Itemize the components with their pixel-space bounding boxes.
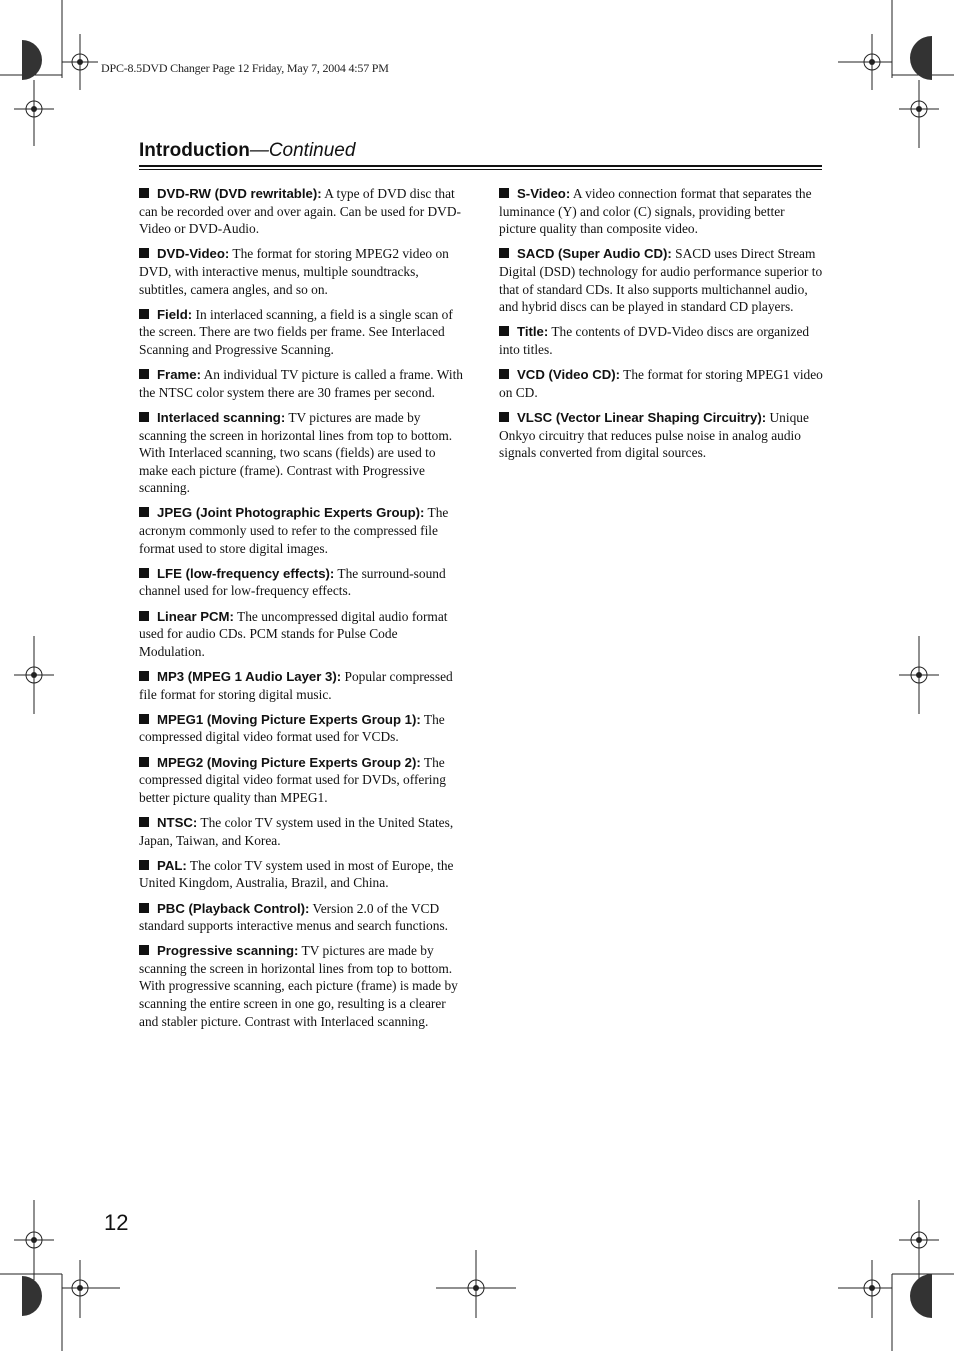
glossary-term: Field:: [157, 306, 193, 322]
glossary-term: Frame:: [157, 367, 201, 383]
square-bullet-icon: [139, 903, 149, 913]
square-bullet-icon: [139, 507, 149, 517]
glossary-term: Linear PCM:: [157, 608, 234, 624]
square-bullet-icon: [139, 817, 149, 827]
square-bullet-icon: [139, 757, 149, 767]
glossary-term: MPEG1 (Moving Picture Experts Group 1):: [157, 711, 421, 727]
page-title: [139, 140, 822, 162]
glossary-entry: [139, 857, 463, 892]
square-bullet-icon: [499, 326, 509, 336]
glossary-definition: The uncompressed digital audio format used for audio CDs. PCM stands for Pulse Code Modulation.: [139, 608, 448, 659]
square-bullet-icon: [139, 248, 149, 258]
square-bullet-icon: [499, 369, 509, 379]
print-slug: DPC-8.5DVD Changer Page 12 Friday, May 7, 2004 4:57 PM: [101, 61, 389, 75]
square-bullet-icon: [139, 568, 149, 578]
glossary-entry: [139, 942, 463, 1030]
glossary-entry: [139, 754, 463, 807]
glossary-definition: The color TV system used in most of Europe, the United Kingdom, Australia, Brazil, and China.: [139, 857, 454, 891]
glossary-term: PBC (Playback Control):: [157, 900, 310, 916]
square-bullet-icon: [139, 860, 149, 870]
glossary-term: PAL:: [157, 857, 187, 873]
glossary-term: LFE (low-frequency effects):: [157, 565, 335, 581]
glossary-definition: The color TV system used in the United States, Japan, Taiwan, and Korea.: [139, 814, 454, 848]
glossary-term: SACD (Super Audio CD):: [517, 246, 672, 262]
glossary-entry: [139, 900, 463, 935]
glossary-entry: [139, 565, 463, 600]
glossary-definition: Version 2.0 of the VCD standard supports interactive menus and search functions.: [139, 900, 449, 934]
glossary-definition: TV pictures are made by scanning the screen in horizontal lines from top to bottom. With Interlaced scanning, two scans (fields) are used to make each picture (frame). Contrast with Progressive scanning.: [139, 409, 453, 496]
glossary-definition: In interlaced scanning, a field is a single scan of the screen. There are two fields per frame. See Interlaced Scanning and Progressive Scanning.: [139, 306, 453, 357]
glossary-term: NTSC:: [157, 814, 198, 830]
square-bullet-icon: [139, 188, 149, 198]
glossary-entry: [139, 711, 463, 746]
glossary-definition: The format for storing MPEG2 video on DVD, with interactive menus, multiple soundtracks, subtitles, camera angles, and so on.: [139, 246, 449, 297]
header-rule-thin: [139, 169, 822, 170]
square-bullet-icon: [139, 945, 149, 955]
square-bullet-icon: [499, 412, 509, 422]
square-bullet-icon: [139, 671, 149, 681]
glossary-term: VLSC (Vector Linear Shaping Circuitry):: [517, 409, 767, 425]
glossary-left-column: [139, 185, 463, 1038]
glossary-entry: [139, 185, 463, 238]
square-bullet-icon: [499, 188, 509, 198]
glossary-entry: [139, 306, 463, 359]
glossary-term: Interlaced scanning:: [157, 409, 286, 425]
glossary-term: MPEG2 (Moving Picture Experts Group 2):: [157, 754, 421, 770]
glossary-definition: The compressed digital video format used for DVDs, offering better picture quality than MPEG1.: [139, 754, 446, 805]
glossary-term: S-Video:: [517, 186, 571, 201]
glossary-definition: TV pictures are made by scanning the screen in horizontal lines from top to bottom. With progressive scanning, each picture (frame) is made by scanning the entire screen in one go, resulting is a clearer and stabler picture. Contrast with Interlaced scanning.: [139, 943, 458, 1029]
square-bullet-icon: [139, 714, 149, 724]
glossary-definition: Unique Onkyo circuitry that reduces pulse noise in analog audio signals converted from digital sources.: [499, 409, 809, 461]
glossary-entry: [499, 323, 823, 358]
header-continued: —Continued: [249, 140, 356, 161]
glossary-definition: The contents of DVD-Video discs are organized into titles.: [499, 324, 810, 357]
glossary-right-column: [499, 185, 823, 469]
glossary-definition: SACD uses Direct Stream Digital (DSD) technology for audio performance superior to that of standard CDs. It also supports multichannel audio, and hybrid discs can be played in standard CD players.: [499, 246, 823, 315]
glossary-term: DVD-Video:: [157, 246, 230, 262]
square-bullet-icon: [139, 412, 149, 422]
glossary-definition: A type of DVD disc that can be recorded over and over again. Can be used for DVD-Video or DVD-Audio.: [139, 186, 461, 237]
header-rule: [139, 165, 822, 167]
page-number: 12: [104, 1210, 129, 1235]
glossary-definition: The acronym commonly used to refer to the compressed file format used to store digital images.: [139, 505, 449, 556]
glossary-definition: Popular compressed file format for storing digital music.: [139, 669, 453, 702]
glossary-entry: [139, 409, 463, 497]
glossary-entry: [139, 668, 463, 703]
glossary-entry: [139, 504, 463, 557]
glossary-definition: An individual TV picture is called a frame. With the NTSC color system there are 30 frames per second.: [139, 367, 463, 400]
glossary-term: DVD-RW (DVD rewritable):: [157, 186, 322, 201]
glossary-entry: [499, 366, 823, 401]
glossary-definition: The format for storing MPEG1 video on CD.: [499, 367, 823, 400]
square-bullet-icon: [499, 248, 509, 258]
glossary-entry: [139, 245, 463, 298]
glossary-definition: The surround-sound channel used for low-frequency effects.: [139, 565, 446, 599]
square-bullet-icon: [139, 369, 149, 379]
glossary-entry: [139, 814, 463, 849]
glossary-entry: [499, 185, 823, 238]
glossary-term: VCD (Video CD):: [517, 367, 621, 383]
glossary-term: Title:: [517, 324, 549, 340]
glossary-term: JPEG (Joint Photographic Experts Group):: [157, 505, 425, 521]
square-bullet-icon: [139, 309, 149, 319]
square-bullet-icon: [139, 611, 149, 621]
glossary-entry: [499, 409, 823, 462]
glossary-definition: The compressed digital video format used for VCDs.: [139, 711, 445, 745]
glossary-term: MP3 (MPEG 1 Audio Layer 3):: [157, 669, 342, 684]
page-header: [139, 140, 822, 162]
glossary-entry: [499, 245, 823, 315]
glossary-entry: [139, 608, 463, 661]
header-title: Introduction: [139, 140, 250, 161]
glossary-entry: [139, 366, 463, 401]
glossary-definition: A video connection format that separates the luminance (Y) and color (C) signals, providing better picture quality than composite video.: [499, 186, 812, 237]
glossary-term: Progressive scanning:: [157, 943, 299, 959]
